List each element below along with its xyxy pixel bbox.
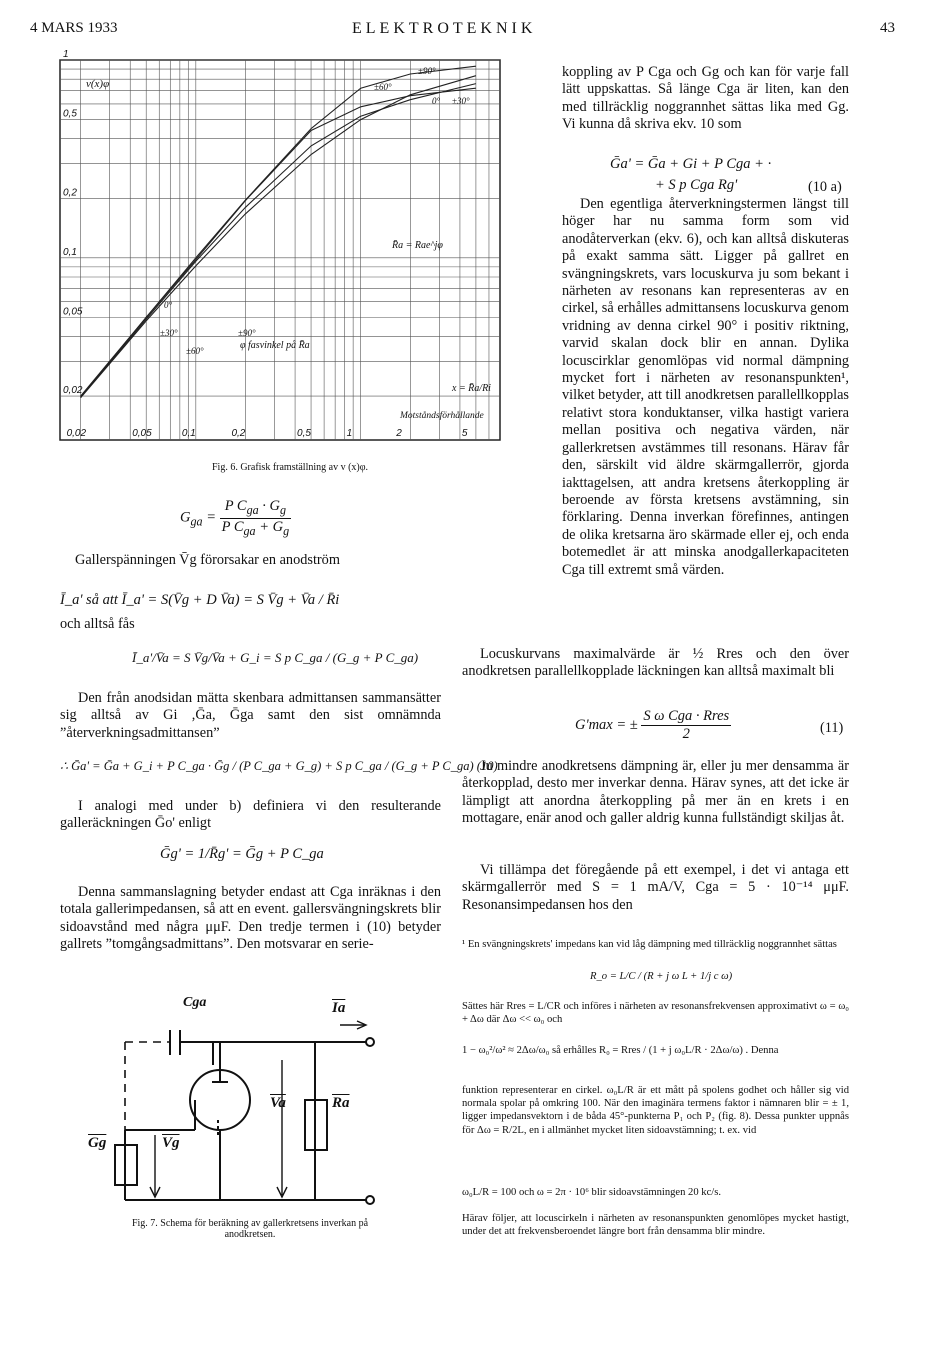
header-date: 4 MARS 1933 [30, 20, 118, 36]
eq-10a-line1: Ḡa' = Ḡa + Gi + P Cga + · [610, 156, 772, 172]
left-p2: och alltså fås [60, 616, 135, 632]
left-p5: Denna sammanslagning betyder endast att Cga inräknas i den totala gallerimpedansen, så att en event. gallersvängningskrets blir sidoavstånd med några μμF. Den tredje termen i (10) betyder gallrets ”tomgångsadmittans”. Den motsvarar en serie- [60, 884, 441, 953]
eq-gga: $G_{ga}$ = $\frac{P C_{ga} \cdot G_g}{P C_{ga} + G_g}$ [180, 498, 290, 538]
left-p4: I analogi med under b) definiera vi den resulterande galleräckningen Ḡo' enligt [60, 798, 441, 832]
y-tick-label: 1 [63, 49, 69, 60]
left-p1: Gallerspänningen V̄g förorsakar en anodström [75, 552, 340, 568]
fig6-annot-x: x = R̄a/Ri [452, 383, 491, 394]
right-p1: koppling av P Cga och Gg och kan för varje fall lätt uppskattas. Så länge Cga är liten, kan den med tillräcklig noggrannhet sättas lika med Gg. Vi kunna då skriva ekv. 10 som [562, 64, 849, 133]
fig7-label-cga: Cga [183, 995, 207, 1010]
fig6-phase-0-top: 0° [432, 96, 441, 106]
left-p3: Den från anodsidan mätta skenbara admittansen sammansätter sig alltså av Gi ,Ḡa, Ḡga samt den sist omnämnda ”återverkningsadmittansen” [60, 690, 441, 741]
fig6-phase-30-bot: ±30° [160, 328, 178, 338]
fig6-phase-60-bot: ±60° [186, 346, 204, 356]
fig7-label-va: $\overline{Va}$ [270, 1095, 286, 1111]
fig6-phase-90-bot: ±90° [238, 328, 256, 338]
eq-11-tag: (11) [820, 720, 844, 736]
eq-10: ∴ Ḡa' = Ḡa + G_i + P C_ga · Ḡg / (P C_ga + G_g) + S p C_ga / (G_g + P C_ga) (10) [60, 759, 498, 773]
x-tick-label: 0,2 [231, 428, 246, 439]
y-tick-label: 0,1 [63, 246, 77, 258]
fig6-caption: Fig. 6. Grafisk framställning av v (x)φ. [211, 462, 369, 473]
fig6-phase-90-top: ±90° [418, 66, 436, 76]
eq-11-den: 2 [682, 726, 690, 742]
footnote-line3: 1 − ω₀²/ω² ≈ 2Δω/ω₀ så erhålles R₀ = Rres / (1 + j ω₀L/R · 2Δω/ω) . Denna [462, 1045, 779, 1056]
header-journal: ELEKTROTEKNIK [352, 20, 537, 37]
fig6-annot-phase: φ fasvinkel på R̄a [240, 340, 310, 351]
fig7-label-gg: $\overline{Gg}$ [88, 1135, 107, 1151]
x-tick-label: 1 [346, 428, 353, 439]
x-tick-label: 0,05 [132, 428, 152, 439]
fig7-label-ra: $\overline{Ra}$ [332, 1095, 350, 1111]
x-tick-label: 5 [461, 428, 468, 439]
fig7-label-ia: $\overline{Ia}$ [332, 1000, 346, 1016]
fig6-ylabel: v(x)φ [86, 78, 110, 90]
y-tick-label: 0,2 [63, 187, 77, 199]
fig7-caption: Fig. 7. Schema för beräkning av gallerkretsens inverkan på anodkretsen. [131, 1218, 369, 1240]
eq-10a-line2: + S p Cga Rg' [655, 177, 738, 193]
footnote-line2: Sättes här Rres = L/CR och införes i närheten av resonansfrekvensen approximativt ω = ω₀ + Δω där Δω << ω₀ och [462, 1001, 849, 1026]
fig7-label-vg: $\overline{Vg}$ [162, 1135, 180, 1151]
fig6-annot-xname: Motståndsförhållande [400, 411, 484, 421]
eq-11 [575, 708, 731, 743]
footnote-eq1: R_o = L/C / (R + j ω L + 1/j c ω) [590, 971, 733, 982]
x-tick-label: 0,02 [66, 428, 87, 439]
right-p4: Ju mindre anodkretsens dämpning är, eller ju mer densamma är återkopplad, desto mer inverkar denna. Härav synes, att det icke är lämpligt att anordna återkoppling på mer än en krets i en mottagare, enär anod och galler aldrig kunna fullständigt skiljas åt. [462, 758, 849, 827]
fig6-phase-0-bot: 0° [164, 300, 173, 310]
x-tick-label: 2 [396, 428, 402, 439]
y-tick-label: 0,02 [63, 385, 83, 397]
eq-ratio: Ī_a'/V̄a = S V̄g/V̄a + G_i = S p C_ga / (G_g + P C_ga) [132, 650, 419, 665]
header-page: 43 [880, 20, 895, 36]
fig6-phase-60-top: ±60° [374, 82, 392, 92]
footnote-line5: ω₀L/R = 100 och ω = 2π · 10⁶ blir sidoavstämningen 20 kc/s. [462, 1187, 722, 1198]
right-p3: Locuskurvans maximalvärde är ½ Rres och den över anodkretsen parallellkopplade läckningen kan alltså maximalt bli [462, 646, 849, 680]
right-p5: Vi tillämpa det föregående på ett exempel, i det vi antaga ett skärmgallerrör med S = 1 mA/V, Cga = 5 · 10⁻¹⁴ μμF. Resonansimpedansen hos den [462, 862, 849, 913]
y-tick-label: 0,5 [63, 108, 77, 120]
footnote-line6: Härav följer, att locuscirkeln i närheten av resonanspunkten genomlöpes mycket hastigt, under det att frekvensberoendet längre bort från densamma blir mindre. [462, 1213, 849, 1238]
eq-10a-number: (10 a) [808, 179, 842, 195]
eq-11-lhs: G'max = ± [575, 716, 638, 733]
eq-gg: Ḡg' = 1/R̄g' = Ḡg + P C_ga [160, 846, 324, 862]
x-tick-label: 0,5 [297, 428, 311, 439]
fig6-annot-ra: R̄a = Rae^jφ [392, 240, 443, 251]
footnote-line4: funktion representerar en cirkel. ω₀L/R är ett mått på spolens godhet och håller sig vid normala spolar på omkring 100. När den imaginära termens faktor i nämnaren blir = ± 1, ligger impedansvektorn i de båda 45°-punkterna P₁ och P₂ (fig. 8). Dessa punkter uppnås för Δω = R/2L, en i allmänhet mycket liten sidoavstämning; t. ex. vid [462, 1085, 849, 1136]
right-p2: Den egentliga återverkningstermen längst till höger har nu samma form som vid anodåterverkan (ekv. 6), och kan alltså diskuteras på exakt samma sätt. Ligger på gallret en svängningskrets, vars locuskurva ju som bekant i närheten av resonans kan representeras av en cirkel, så erhålles admittansens locuskurva genom vridning av denna cirkel 90° i positiv riktning, varvid skalan dock blir en annan. Dylika locuscirklar genomlöpas vid normal dämpning mycket fort i närheten av resonanspunkten¹, vilket betyder, att till anodkretsen parallellkopplas relativt stora konduktanser, vilka hastigt variera mellan positiva och negativa värden, när gallerkretsen avstämmes till resonans. Härav får den, särskilt vid äldre skärmgallerrör, gjorda iakttagelsen, att andra kretsens återkoppling är beroende av första kretsens avstämning, sin förklaring. Denna inverkan förefinnes, antingen de olika kretsarna äro skärmade eller ej, och enda botemedlet är att minska anodgallerkapaciteten Cga till extremt små värden. [562, 196, 849, 578]
eq-11-num: S ω Cga · Rres [643, 708, 730, 724]
y-tick-label: 0,05 [63, 306, 83, 318]
x-tick-label: 0,1 [181, 428, 196, 439]
footnote-line1: ¹ En svängningskrets' impedans kan vid låg dämpning med tillräcklig noggrannhet sättas [462, 939, 837, 950]
fig6-phase-30-top: ±30° [452, 96, 470, 106]
eq-ia: Ī_a' så att Ī_a' = S(V̄g + D V̄a) = S V̄g + V̄a / R̄i [60, 592, 340, 608]
